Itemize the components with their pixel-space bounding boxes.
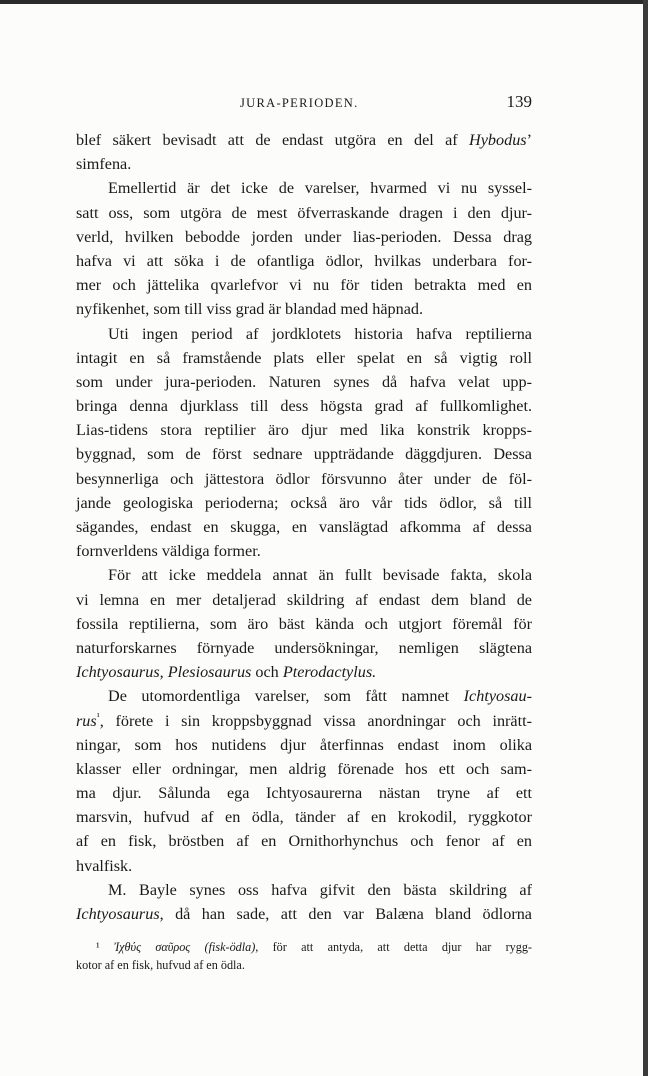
- text-line: [76, 225, 532, 249]
- italic-text: Ichtyosaurus, Plesiosaurus: [76, 663, 252, 682]
- text-line: [76, 297, 532, 321]
- text-segment: simfena.: [76, 155, 132, 174]
- text-line: [76, 829, 532, 853]
- text-segment: blef säkert bevisadt att de endast utgöra en del af: [76, 131, 470, 149]
- text-segment: bringa denna djurklass till dess högsta grad af fullkomlighet.: [76, 397, 532, 416]
- text-segment: , för att antyda, att detta djur har rygg-: [255, 940, 532, 955]
- text-line: [76, 612, 532, 636]
- text-segment: ¹: [96, 940, 114, 955]
- text-segment: verld, hvilken bebodde jorden under lias-perioden. Dessa drag: [76, 227, 532, 246]
- text-line: [76, 588, 532, 612]
- text-segment: hafva vi att söka i de ofantliga ödlor, hvilkas underbara for-: [76, 251, 532, 270]
- footnote-line: [76, 938, 532, 956]
- text-line: [76, 563, 532, 587]
- text-segment: naturforskarnes förnyade undersökningar, nemligen slägtena: [76, 638, 532, 657]
- text-segment: M. Bayle synes oss hafva gifvit den bästa skildring af: [108, 880, 532, 899]
- text-segment: De utomordentliga varelser, som fått namnet: [108, 687, 464, 706]
- text-line: [76, 878, 532, 902]
- text-segment: hvalfisk.: [76, 856, 133, 875]
- text-segment: Lias-tidens stora reptilier äro djur med lika konstrik kropps-: [76, 421, 532, 440]
- text-line: [76, 394, 532, 418]
- italic-text: Ichtyosau-: [463, 687, 532, 706]
- text-line: [76, 176, 532, 200]
- text-segment: Uti ingen period af jordklotets historia hafva reptilierna: [108, 324, 532, 343]
- text-line: [76, 442, 532, 466]
- text-segment: vi lemna en mer detaljerad skildring af endast dem bland de: [76, 590, 532, 609]
- text-line: [76, 757, 532, 781]
- text-line: [76, 467, 532, 491]
- text-segment: fornverldens väldiga former.: [76, 542, 261, 561]
- footnote-marker: ¹: [96, 711, 100, 723]
- text-segment: af en fisk, bröstben af en Ornithorhynchus och fenor af en: [76, 832, 532, 851]
- footnote-line: [76, 956, 532, 974]
- italic-text: Pterodactylus.: [282, 663, 377, 682]
- text-segment: marsvin, hufvud af en ödla, tänder af en krokodil, ryggkotor: [76, 808, 532, 827]
- text-line: [76, 733, 532, 757]
- body-text: [76, 128, 532, 926]
- text-segment: jande geologiska perioderna; också äro vår tids ödlor, så till: [76, 493, 532, 512]
- text-segment: sägandes, endast en skugga, en vanslägtad afkomma af dessa: [76, 518, 532, 536]
- text-line: [76, 854, 532, 878]
- text-line: [76, 781, 532, 805]
- text-line: [76, 128, 532, 152]
- text-line: [76, 273, 532, 297]
- footnote: [76, 938, 532, 974]
- text-line: [76, 346, 532, 370]
- italic-text: Ichtyosaurus: [76, 905, 160, 923]
- text-segment: , förete i sin kroppsbyggnad vissa anordningar och inrätt-: [99, 711, 532, 730]
- text-segment: Emellertid är det icke de varelser, hvarmed vi nu syssel-: [108, 179, 532, 198]
- text-line: [76, 902, 532, 926]
- text-segment: besynnerliga och jättestora ödlor försvunno åter under de föl-: [76, 469, 532, 488]
- text-segment: ma djur. Sålunda ega Ichtyosaurerna nästan tryne af ett: [76, 784, 532, 803]
- scan-edge-right: [643, 0, 648, 1076]
- scan-edge-top: [0, 0, 648, 4]
- text-segment: ningar, som hos nutidens djur återfinnas endast inom olika: [76, 735, 532, 754]
- italic-text: Ἰχθύς σαῦρος (fisk-ödla): [113, 940, 256, 955]
- text-line: [76, 322, 532, 346]
- text-line: [76, 684, 532, 708]
- text-segment: satt oss, som utgöra de mest öfverraskande dragen i den djur-: [76, 203, 532, 222]
- book-page: [76, 92, 532, 974]
- text-segment: fossila reptilierna, som äro bäst kända och utgjort föremål för: [76, 614, 532, 633]
- running-title: JURA-PERIODEN.: [240, 96, 359, 110]
- text-segment: byggnad, som de först sednare uppträdande däggdjuren. Dessa: [76, 445, 532, 464]
- text-line: [76, 152, 532, 176]
- text-line: [76, 201, 532, 225]
- text-segment: ’: [526, 131, 532, 149]
- text-segment: klasser eller ordningar, men aldrig förenade hos ett och sam-: [76, 759, 532, 778]
- text-line: [76, 636, 532, 660]
- text-segment: kotor af en fisk, hufvud af en ödla.: [76, 958, 245, 973]
- text-segment: , då han sade, att den var Balæna bland ödlorna: [159, 905, 532, 923]
- text-line: [76, 418, 532, 442]
- text-line: [76, 249, 532, 273]
- text-line: [76, 660, 532, 684]
- text-line: [76, 491, 532, 515]
- page-number: 139: [506, 92, 532, 111]
- text-line: [76, 370, 532, 394]
- text-line: [76, 805, 532, 829]
- text-segment: nyfikenhet, som till viss grad är blandad med häpnad.: [76, 300, 424, 319]
- text-line: [76, 539, 532, 563]
- italic-text: rus: [76, 711, 97, 730]
- text-line: [76, 515, 532, 539]
- text-line: [76, 709, 532, 733]
- text-segment: För att icke meddela annat än fullt bevisade fakta, skola: [108, 566, 532, 585]
- text-segment: intagit en så framstående plats eller spelat en så vigtig roll: [76, 348, 532, 367]
- page-header: [76, 92, 532, 116]
- text-segment: mer och jättelika qvarlefvor vi nu för tiden betrakta med en: [76, 276, 532, 295]
- italic-text: Hybodus: [469, 131, 527, 149]
- text-segment: som under jura-perioden. Naturen synes då hafva velat upp-: [76, 372, 532, 391]
- text-segment: och: [251, 663, 283, 682]
